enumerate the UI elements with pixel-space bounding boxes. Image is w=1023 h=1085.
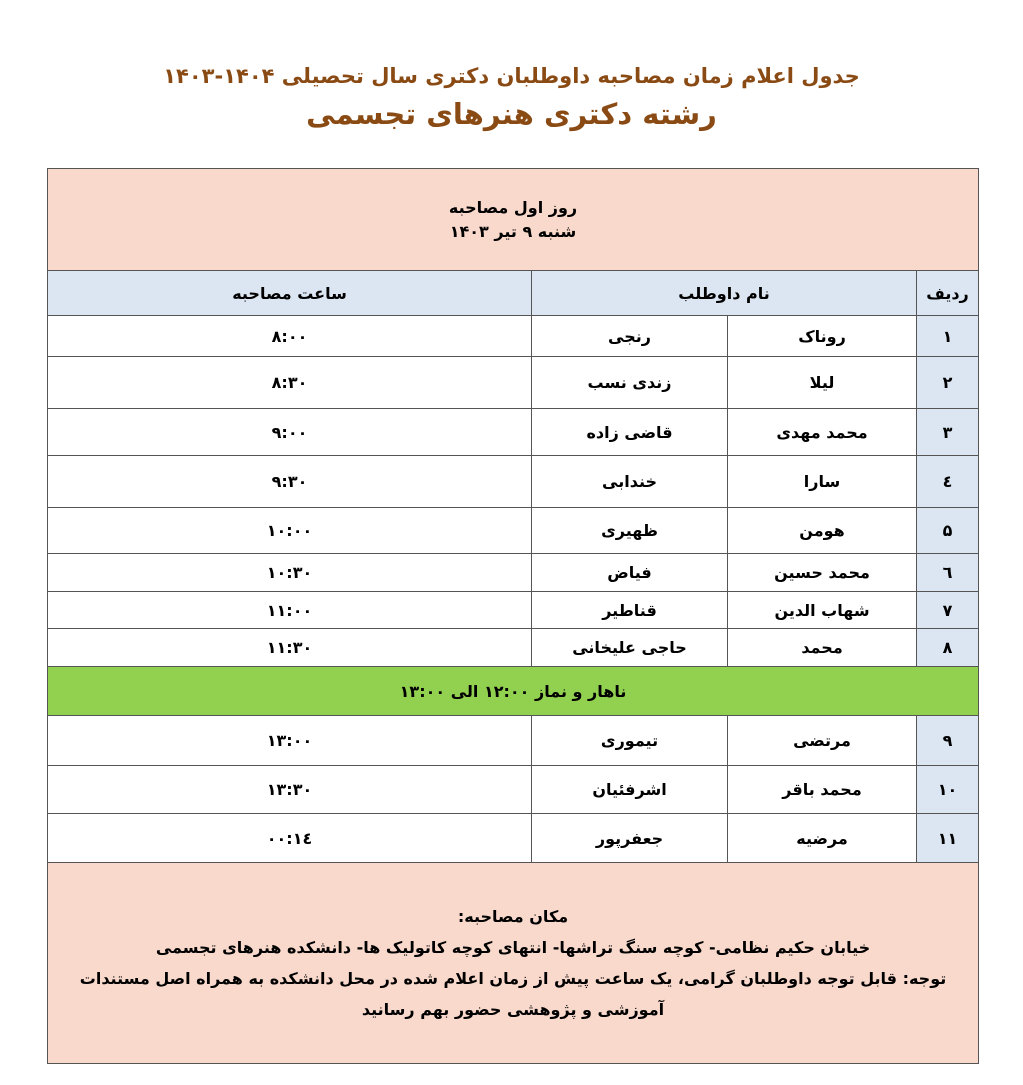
- candidate-last-name: ظهیری: [532, 508, 728, 554]
- table-row: [48, 814, 979, 863]
- day-date: شنبه ۹ تیر ۱۴۰۳: [449, 221, 577, 241]
- table-row: [48, 554, 979, 592]
- row-number: ۱۰: [917, 766, 979, 814]
- table-row: [48, 592, 979, 629]
- row-number: ۲: [917, 357, 979, 409]
- break-row: [48, 667, 979, 716]
- day-label: روز اول مصاحبه: [448, 197, 578, 217]
- candidate-first-name: محمد حسین: [728, 554, 917, 592]
- row-number: ۱۱: [917, 814, 979, 863]
- interview-schedule-table: [47, 168, 979, 1064]
- table-row: [48, 716, 979, 766]
- break-text: ناهار و نماز ۱۲:۰۰ الی ۱۳:۰۰: [48, 667, 979, 716]
- page-subtitle: رشته دکتری هنرهای تجسمی: [306, 97, 717, 131]
- candidate-first-name: مرضیه: [728, 814, 917, 863]
- interview-time: ۹:۳۰: [48, 456, 532, 508]
- page-header: [0, 58, 1023, 134]
- row-number: ۹: [917, 716, 979, 766]
- candidate-last-name: زندی نسب: [532, 357, 728, 409]
- day-header-cell: [48, 169, 979, 271]
- interview-time: ۸:۳۰: [48, 357, 532, 409]
- candidate-first-name: محمد: [728, 629, 917, 667]
- page-title: جدول اعلام زمان مصاحبه داوطلبان دکتری سال تحصیلی ۱۴۰۴-۱۴۰۳: [163, 64, 860, 88]
- table-row: [48, 409, 979, 456]
- interview-time: ۱۳:۰۰: [48, 716, 532, 766]
- table-row: [48, 766, 979, 814]
- row-number: ۱: [917, 316, 979, 357]
- interview-time: ۱۰:۰۰: [48, 508, 532, 554]
- candidate-last-name: حاجی علیخانی: [532, 629, 728, 667]
- interview-time: ۱۱:۰۰: [48, 592, 532, 629]
- candidate-first-name: لیلا: [728, 357, 917, 409]
- row-number: ۳: [917, 409, 979, 456]
- table-row: [48, 456, 979, 508]
- candidate-first-name: سارا: [728, 456, 917, 508]
- candidate-last-name: جعفرپور: [532, 814, 728, 863]
- candidate-last-name: قناطیر: [532, 592, 728, 629]
- table-row: [48, 629, 979, 667]
- column-header-time: ساعت مصاحبه: [48, 271, 532, 316]
- attendance-notice: توجه: قابل توجه داوطلبان گرامی، یک ساعت پیش از زمان اعلام شده در محل دانشکده به همراه اصل مستندات آموزشی و پژوهشی حضور بهم رسانید: [79, 969, 947, 1019]
- location-address: خیابان حکیم نظامی- کوچه سنگ تراشها- انتهای کوچه کاتولیک ها- دانشکده هنرهای تجسمی: [155, 938, 871, 957]
- interview-time: ۱۰:۳۰: [48, 554, 532, 592]
- table-row: [48, 316, 979, 357]
- row-number: ۷: [917, 592, 979, 629]
- row-number: ۵: [917, 508, 979, 554]
- row-number: ٦: [917, 554, 979, 592]
- interview-time: ۱٤:۰۰: [48, 814, 532, 863]
- interview-time: ۱۳:۳۰: [48, 766, 532, 814]
- candidate-last-name: فیاض: [532, 554, 728, 592]
- interview-time: ۹:۰۰: [48, 409, 532, 456]
- interview-time: ۸:۰۰: [48, 316, 532, 357]
- day-header-row: [48, 169, 979, 271]
- table-row: [48, 508, 979, 554]
- footer-note-row: [48, 863, 979, 1064]
- candidate-first-name: روناک: [728, 316, 917, 357]
- candidate-last-name: خندابی: [532, 456, 728, 508]
- row-number: ۸: [917, 629, 979, 667]
- location-label: مکان مصاحبه:: [457, 907, 569, 926]
- candidate-first-name: شهاب الدین: [728, 592, 917, 629]
- column-header-name: نام داوطلب: [532, 271, 917, 316]
- interview-time: ۱۱:۳۰: [48, 629, 532, 667]
- candidate-first-name: محمد باقر: [728, 766, 917, 814]
- column-header-row-number: ردیف: [917, 271, 979, 316]
- candidate-last-name: تیموری: [532, 716, 728, 766]
- candidate-last-name: قاضی زاده: [532, 409, 728, 456]
- row-number: ٤: [917, 456, 979, 508]
- table-row: [48, 357, 979, 409]
- candidate-first-name: مرتضی: [728, 716, 917, 766]
- candidate-last-name: رنجی: [532, 316, 728, 357]
- candidate-first-name: هومن: [728, 508, 917, 554]
- column-header-row: [48, 271, 979, 316]
- footer-note: [48, 863, 979, 1064]
- candidate-first-name: محمد مهدی: [728, 409, 917, 456]
- candidate-last-name: اشرفئیان: [532, 766, 728, 814]
